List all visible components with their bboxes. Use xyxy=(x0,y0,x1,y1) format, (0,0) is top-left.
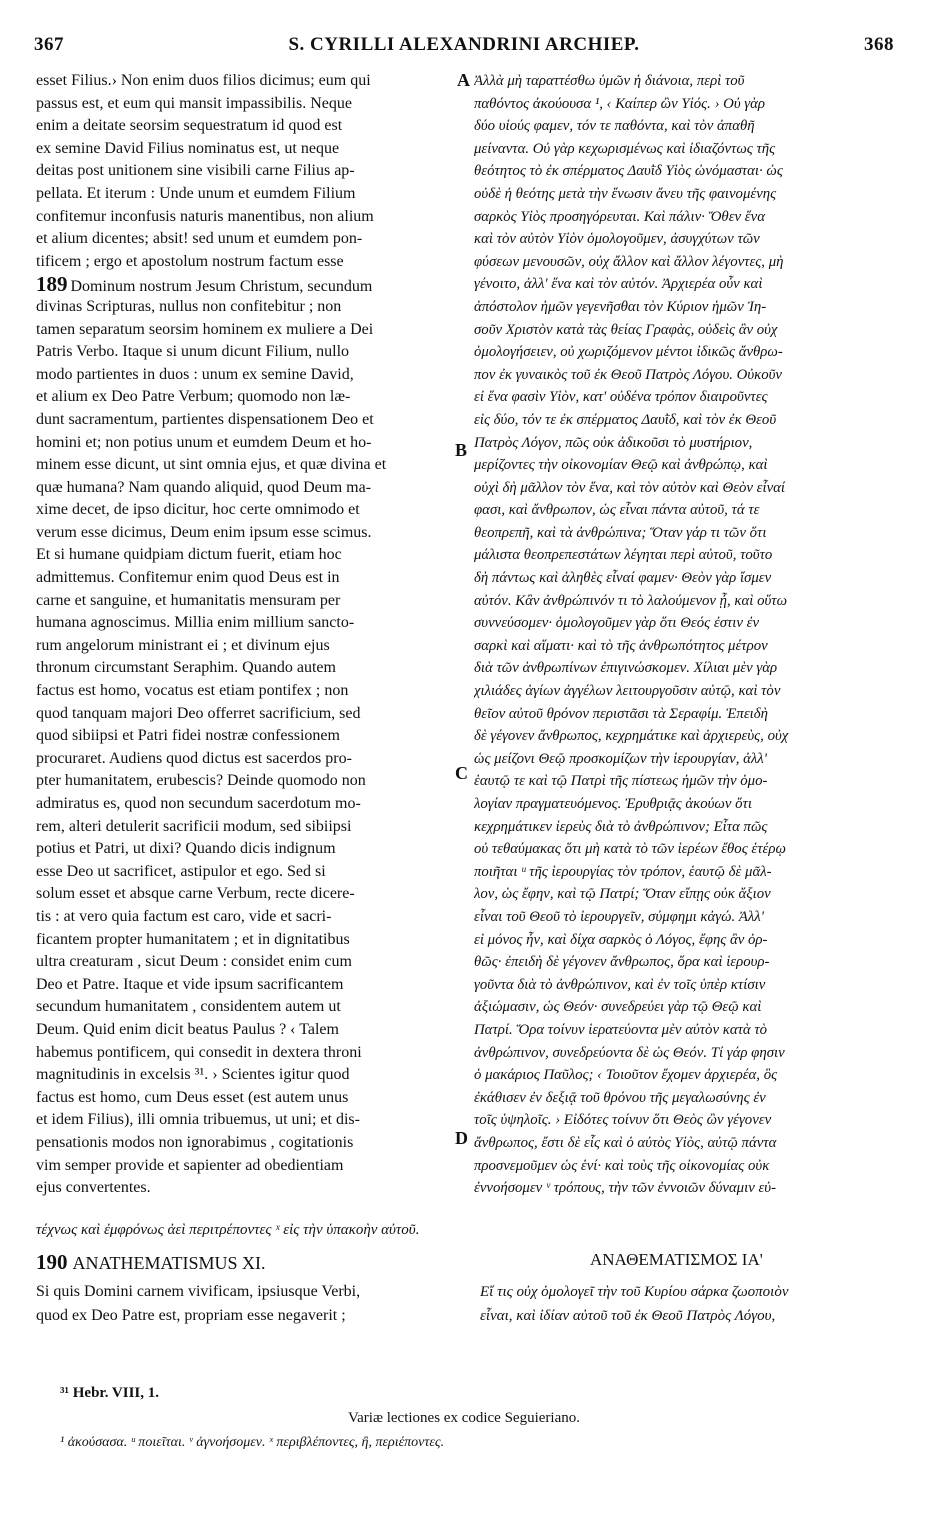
latin-line: homini et; non potius unum et eumdem Deum et ho- xyxy=(36,433,372,451)
latin-line: confitemur inconfusis naturis manentibus, non alium xyxy=(36,207,374,225)
latin-line: quæ humana? Nam quando aliquid, quod Deum ma- xyxy=(36,478,372,496)
latin-line: ejus convertentes. xyxy=(36,1179,151,1197)
greek-line: τοῖς ὑψηλοῖς. › Εἰδότες τοίνυν ὅτι Θεὸς ὢν γέγονεν xyxy=(474,1112,772,1129)
greek-line: ἀπόστολον ἡμῶν γεγενῆσθαι τὸν Κύριον ἡμῶν Ἰη- xyxy=(474,298,767,315)
greek-line: φύσεων μενουσῶν, οὐχ ἄλλον καὶ ἄλλον λέγοντες, μὴ xyxy=(474,253,784,270)
greek-line: δὲ γέγονεν ἄνθρωπος, κεχρημάτικε καὶ ἀρχιερεὺς, οὐχ xyxy=(474,728,789,745)
latin-line: et alium ex Deo Patre Verbum; quomodo non læ- xyxy=(36,388,351,406)
latin-line: modo partientes in duos : unum ex semine David, xyxy=(36,365,354,383)
greek-line: εἰς δύο, τόν τε ἐκ σπέρματος Δαυῒδ, καὶ τὸν ἐκ Θεοῦ xyxy=(474,411,777,428)
latin-line: tis : at vero quia factum est caro, vide et sacri- xyxy=(36,907,332,925)
latin-line: rem, alteri detulerit sacrificii modum, sed sibiipsi xyxy=(36,817,352,835)
running-title: S. CYRILLI ALEXANDRINI ARCHIEP. xyxy=(288,34,640,55)
latin-line: secundum humanitatem , considentem autem ut xyxy=(36,998,341,1016)
latin-line: enim a deitate seorsim sequestratum id quod est xyxy=(36,117,343,135)
margin-mark-d: D xyxy=(455,1128,468,1148)
latin-line: tamen separatum seorsim hominem ex muliere a Dei xyxy=(36,320,374,338)
page-header xyxy=(34,34,894,60)
greek-line: μερίζοντες τὴν οἰκονομίαν Θεῷ καὶ ἀνθρώπῳ, καὶ xyxy=(474,457,768,474)
latin-line: verum esse dicimus, Deum enim ipsum esse scimus. xyxy=(36,523,372,541)
greek-line: θεοπρεπῆ, καὶ τὰ ἀνθρώπινα; Ὅταν γάρ τι τῶν ὅτι xyxy=(474,524,767,541)
footnote-reference: ³¹ Hebr. VIII, 1. xyxy=(60,1385,160,1401)
section-190-latin-line: Si quis Domini carnem vivificam, ipsiusque Verbi, xyxy=(36,1283,361,1300)
section-190-greek-line: Εἴ τις οὐχ ὁμολογεῖ τὴν τοῦ Κυρίου σάρκα ζωοποιὸν xyxy=(480,1284,789,1300)
section-190-greek-text xyxy=(480,1280,894,1328)
latin-line: factus est homo, vocatus est etiam pontifex ; non xyxy=(36,682,349,700)
greek-line: κεχρημάτικεν ἱερεὺς διὰ τὸ ἀνθρώπινον; Εἶτα πῶς xyxy=(474,818,768,835)
latin-line: rum angelorum ministrant ei ; et divinum ejus xyxy=(36,636,330,654)
greek-line: διὰ τῶν ἀνθρωπίνων ἐπιγινώσκομεν. Χίλιαι μὲν γὰρ xyxy=(474,660,778,677)
margin-mark-a: A xyxy=(457,70,470,90)
greek-line: χιλιάδες ἁγίων ἀγγέλων λειτουργοῦσιν αὐτῷ, καὶ τὸν xyxy=(474,683,781,700)
greek-line: ἑαυτῷ τε καὶ τῷ Πατρὶ τῆς πίστεως ἡμῶν τὴν ὁμο- xyxy=(474,773,768,790)
latin-line: deitas post unitionem sine visibili carne Filius ap- xyxy=(36,162,355,180)
greek-bottom-line: τέχνως καὶ ἐμφρόνως ἀεὶ περιτρέποντες ˣ εἰς τὴν ὑπακοὴν αὐτοῦ. xyxy=(36,1222,420,1238)
latin-heading: ANATHEMATISMUS XI. xyxy=(72,1253,266,1273)
greek-line: λογίαν πραγματευόμενος. Ἐρυθριᾷς ἀκούων ὅτι xyxy=(474,796,752,812)
greek-line: συννεύσομεν· ὁμολογοῦμεν γὰρ ὅτι Θεός ἐστιν ἐν xyxy=(474,615,760,632)
greek-line: οὐ τεθαύμακας ὅτι μὴ κατὰ τὸ τῶν ἱερέων ἔθος ἑτέρῳ xyxy=(474,841,786,858)
latin-line: et alium dicentes; absit! sed unum et eumdem pon- xyxy=(36,230,363,248)
latin-line: minem esse dicunt, ut sint omnia ejus, et quæ divina et xyxy=(36,456,387,474)
latin-line: ficantem propter humanitatem ; et in dignitatibus xyxy=(36,930,350,948)
latin-line: procuraret. Audiens quod dictus est sacerdos pro- xyxy=(36,749,352,767)
margin-mark-c: C xyxy=(455,763,468,783)
latin-line: carne et sanguine, et humanitatis mensuram per xyxy=(36,591,341,609)
greek-line: αὐτόν. Κἂν ἀνθρώπινόν τι τὸ λαλούμενον ᾖ, καὶ οὕτω xyxy=(474,592,788,609)
greek-line: εἶναι τοῦ Θεοῦ τὸ ἱερουργεῖν, σύμφημι κἀγώ. Ἀλλ' xyxy=(474,908,764,925)
greek-line: προσνεμοῦμεν ὡς ἑνί· καὶ τοὺς τῆς οἰκονομίας οὐκ xyxy=(474,1157,770,1174)
greek-line: σαρκὶ καὶ αἵματι· καὶ τὸ τῆς ἀνθρωπότητος μέτρον xyxy=(474,637,768,654)
latin-line: habemus pontificem, qui consedit in dextera throni xyxy=(36,1043,362,1061)
greek-line: πον ἐκ γυναικὸς τοῦ ἐκ Θεοῦ Πατρὸς Λόγου. Οὐκοῦν xyxy=(474,366,782,383)
latin-line-189 xyxy=(36,273,454,296)
section-190-latin-line: quod ex Deo Patre est, propriam esse negaverit ; xyxy=(36,1307,346,1324)
latin-line: tificem ; ergo et apostolum nostrum factum esse xyxy=(36,252,344,270)
greek-line: οὐχὶ δὴ μᾶλλον τὸν ἕνα, καὶ τὸν αὐτὸν καὶ Θεὸν εἶναί xyxy=(474,479,786,496)
greek-line: δύο υἱούς φαμεν, τόν τε παθόντα, καὶ τὸν ἀπαθῆ xyxy=(474,118,755,135)
greek-line: ἐκάθισεν ἐν δεξιᾷ τοῦ θρόνου τῆς μεγαλωσύνης ἐν xyxy=(474,1089,766,1106)
greek-line: ποιῆται ᵘ τῆς ἱερουργίας τὸν τρόπον, ἑαυτῷ δὲ μᾶλ- xyxy=(474,863,772,880)
latin-line: Dominum nostrum Jesum Christum, secundum xyxy=(70,278,373,296)
latin-line: pter humanitatem, erubescis? Deinde quomodo non xyxy=(36,772,366,790)
latin-line: Deum. Quid enim dicit beatus Paulus ? ‹ Talem xyxy=(36,1020,339,1038)
latin-line: quod sibiipsi et Patri fidei nostræ confessionem xyxy=(36,727,340,745)
section-190-greek-line: εἶναι, καὶ ἰδίαν αὐτοῦ τοῦ ἐκ Θεοῦ Πατρὸς Λόγου, xyxy=(480,1308,776,1324)
latin-line: factus est homo, cum Deus esset (est autem unus xyxy=(36,1088,349,1106)
variae-lectiones-list: ¹ ἀκούσασα. ᵘ ποιεῖται. ᵛ ἀγνοήσομεν. ˣ περιβλέποντες, ἢ, περιέποντες. xyxy=(60,1435,445,1450)
greek-line: ὡς μείζονι Θεῷ προσκομίζων τὴν ἱερουργίαν, ἀλλ' xyxy=(474,750,767,767)
margin-mark-b: B xyxy=(455,440,468,460)
latin-line: admittemus. Confitemur enim quod Deus est in xyxy=(36,569,340,587)
greek-line: ὁμολογήσειεν, οὐ χωριζόμενον μέντοι ἰδικῶς ἄνθρω- xyxy=(474,344,783,361)
latin-line: passus est, et eum qui mansit impassibilis. Neque xyxy=(36,94,352,112)
greek-line: μείναντα. Οὐ γὰρ κεχωρισμένως καὶ ἰδιαζόντως τῆς xyxy=(474,140,776,157)
latin-line: humana agnoscimus. Millia enim millium sancto- xyxy=(36,614,355,632)
latin-line: potius et Patri, ut dixi? Quando dicis indignum xyxy=(36,840,336,858)
latin-column xyxy=(36,70,454,1200)
greek-line: δὴ πάντως καὶ ἀληθὲς εἶναί φαμεν· Θεὸν γὰρ ἴσμεν xyxy=(474,570,772,587)
greek-heading: ΑΝΑΘΕΜΑΤΙΣΜΟΣ ΙΑ' xyxy=(590,1250,763,1269)
latin-line: ultra creaturam , sicut Deum : considet enim cum xyxy=(36,953,352,971)
greek-line: λον, ὡς ἔφην, καὶ τῷ Πατρί; Ὅταν εἴπῃς οὐκ ἄξιον xyxy=(474,886,771,903)
latin-line: solum esset et absque carne Verbum, recte dicere- xyxy=(36,885,355,903)
section-number: 190 xyxy=(36,1250,68,1274)
greek-line: καὶ τὸν αὐτὸν Υἱὸν ὁμολογοῦμεν, ἀσυγχύτων τῶν xyxy=(474,231,760,248)
latin-line: pellata. Et iterum : Unde unum et eumdem Filium xyxy=(36,184,356,202)
latin-line: Patris Verbo. Itaque si unum dicunt Filium, nullo xyxy=(36,343,350,361)
greek-column xyxy=(474,70,894,1200)
greek-line: Πατρί. Ὅρα τοίνυν ἱερατεύοντα μὲν αὐτὸν κατὰ τὸ xyxy=(474,1021,768,1038)
marginal-number-189: 189 xyxy=(36,273,68,296)
section-190-latin-text xyxy=(36,1280,454,1328)
greek-line: ἄνθρωπος, ἔστι δὲ εἷς καὶ ὁ αὐτὸς Υἱὸς, αὐτῷ πάντα xyxy=(474,1134,777,1151)
greek-line: Ἀλλὰ μὴ ταραττέσθω ὑμῶν ἡ διάνοια, περὶ τοῦ xyxy=(474,73,745,89)
greek-line: σαρκὸς Υἱὸς προσηγόρευται. Καὶ πάλιν· Ὅθεν ἕνα xyxy=(474,208,765,225)
variae-lectiones-title: Variæ lectiones ex codice Seguieriano. xyxy=(347,1410,580,1426)
page-number-right: 368 xyxy=(864,34,894,55)
greek-line: γένοιτο, ἀλλ' ἕνα καὶ τὸν αὐτόν. Ἀρχιερέα οὖν καὶ xyxy=(474,276,763,293)
greek-line: παθόντος ἀκούουσα ¹, ‹ Καίπερ ὢν Υἱός. › Οὐ γὰρ xyxy=(474,95,766,112)
latin-line: et idem Filius), illi omnia tribuemus, ut uni; et dis- xyxy=(36,1111,360,1129)
latin-line: dunt sacramentum, partientes dispensationem Deo et xyxy=(36,410,374,428)
greek-line: γοῦντα διὰ τὸ ἀνθρώπινον, καὶ ἐν τοῖς ὑπὲρ κτίσιν xyxy=(474,976,766,993)
page-number-left: 367 xyxy=(34,34,64,55)
greek-line: μάλιστα θεοπρεπεστάτων λέγηται περὶ αὐτοῦ, τοῦτο xyxy=(474,547,773,564)
section-190-latin-heading xyxy=(36,1250,266,1275)
latin-line: pensationis modos non ignorabimus , cogitationis xyxy=(36,1133,354,1151)
greek-line: σοῦν Χριστὸν κατὰ τὰς θείας Γραφὰς, οὐδεὶς ἂν οὐχ xyxy=(474,321,778,338)
greek-line: ἀνθρώπινον, συνεδρεύοντα δὲ ὡς Θεόν. Τί γάρ φησιν xyxy=(474,1044,785,1061)
greek-line: οὐδὲ ἡ θεότης μετὰ τὴν ἕνωσιν ἄνευ τῆς φαινομένης xyxy=(474,185,777,202)
latin-line: admiratus es, quod non secundum sacerdotum mo- xyxy=(36,795,361,812)
greek-line: ὁ μακάριος Παῦλος; ‹ Τοιοῦτον ἔχομεν ἀρχιερέα, ὃς xyxy=(474,1067,778,1084)
latin-line: divinas Scripturas, nullus non confitebitur ; non xyxy=(36,297,342,315)
greek-line: Πατρὸς Λόγον, πῶς οὐκ ἀδικοῦσι τὸ μυστήριον, xyxy=(474,434,753,451)
greek-line: θῶς· ἐπειδὴ δὲ γέγονεν ἄνθρωπος, ὅρα καὶ ἱερουρ- xyxy=(474,954,770,971)
latin-line: xime decet, de ipso dicitur, hoc certe omnimodo et xyxy=(36,501,360,519)
greek-line: εἰ μόνος ἦν, καὶ δίχα σαρκὸς ὁ Λόγος, ἔφης ἂν ὀρ- xyxy=(474,931,768,948)
latin-line: Et si humane quidpiam dictum fuerit, etiam hoc xyxy=(36,546,342,564)
greek-line: θεῖον αὐτοῦ θρόνον περιστᾶσι τὰ Σεραφίμ. Ἐπειδὴ xyxy=(474,705,768,722)
greek-line: θεότητος τὸ ἐκ σπέρματος Δαυῒδ Υἱὸς ὠνόμασται· ὡς xyxy=(474,163,783,180)
latin-line: vim semper provide et sapienter ad obedientiam xyxy=(36,1156,344,1174)
latin-line: ex semine David Filius nominatus est, ut neque xyxy=(36,139,340,157)
greek-line: εἰ ἕνα φασὶν Υἱὸν, κατ' οὐδένα τρόπον διαιροῦντες xyxy=(474,389,768,406)
latin-line: esse Deo ut sacrificet, astipulor et ego. Sed si xyxy=(36,862,326,880)
greek-line: φασι, καὶ ἄνθρωπον, ὡς εἶναι πάντα αὐτοῦ, τά τε xyxy=(474,502,760,519)
greek-line: ἀξιώμασιν, ὡς Θεόν· συνεδρεύει γὰρ τῷ Θεῷ καὶ xyxy=(474,999,762,1016)
greek-line: ἐννοήσομεν ᵛ τρόπους, τὴν τῶν ἐννοιῶν δύναμιν εὐ- xyxy=(474,1180,777,1197)
latin-line: esset Filius.› Non enim duos filios dicimus; eum qui xyxy=(36,72,371,89)
latin-line: magnitudinis in excelsis ³¹. › Scientes igitur quod xyxy=(36,1066,350,1084)
latin-line: quod tanquam majori Deo offerret sacrificium, sed xyxy=(36,704,361,722)
latin-line: Deo et Patre. Itaque et vide ipsum sacrificantem xyxy=(36,975,344,993)
latin-line: thronum circumstant Seraphim. Quando autem xyxy=(36,659,336,677)
